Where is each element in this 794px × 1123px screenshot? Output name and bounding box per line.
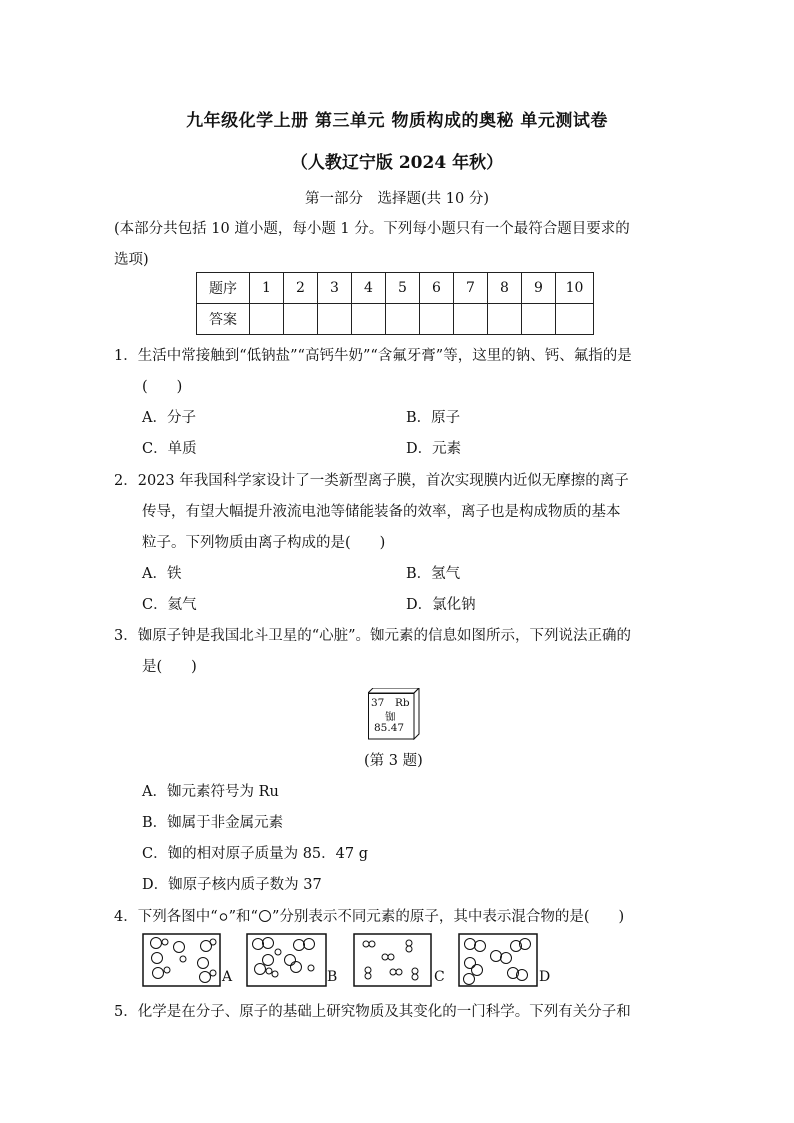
small-atom-icon [218, 912, 229, 922]
answer-cell[interactable] [420, 304, 454, 335]
answer-cell[interactable] [522, 304, 556, 335]
table-row [197, 273, 594, 304]
periodic-table-cell [368, 688, 414, 734]
q4-stem-part-2: ”和“ [228, 909, 258, 925]
q2-option-c: C．氦气 [142, 597, 197, 613]
element-name: 铷 [385, 711, 396, 723]
question-number: 10 [556, 273, 594, 304]
answer-cell[interactable] [250, 304, 284, 335]
atomic-number: 37 [371, 697, 385, 709]
q4-diagram-b [246, 933, 338, 989]
document-title: 九年级化学上册 第三单元 物质构成的奥秘 单元测试卷 [186, 111, 608, 131]
instructions-line-1: (本部分共包括 10 道小题，每小题 1 分。下列每小题只有一个最符合题目要求的 [114, 221, 630, 237]
question-number: 7 [454, 273, 488, 304]
q4-label-d: D [539, 969, 551, 985]
atomic-mass: 85.47 [374, 722, 405, 734]
answer-cell[interactable] [386, 304, 420, 335]
question-number: 1 [250, 273, 284, 304]
q3-stem-line-1: 3．铷原子钟是我国北斗卫星的“心脏”。铷元素的信息如图所示，下列说法正确的 [114, 628, 632, 644]
answer-table [196, 272, 594, 335]
q4-label-c: C [434, 969, 445, 985]
q1-option-d: D．元素 [406, 441, 462, 457]
question-number: 5 [386, 273, 420, 304]
q3-option-b: B．铷属于非金属元素 [142, 815, 284, 831]
q2-option-b: B．氢气 [406, 566, 461, 582]
question-number: 2 [284, 273, 318, 304]
answer-cell[interactable] [454, 304, 488, 335]
q2-option-d: D．氯化钠 [406, 597, 476, 613]
answer-cell[interactable] [284, 304, 318, 335]
large-atom-icon [258, 909, 272, 923]
table-row-label: 题序 [197, 273, 250, 304]
answer-cell[interactable] [488, 304, 522, 335]
q2-stem-line-1: 2．2023 年我国科学家设计了一类新型离子膜，首次实现膜内近似无摩擦的离子 [114, 473, 629, 489]
table-row [197, 304, 594, 335]
q3-option-c: C．铷的相对原子质量为 85．47 g [142, 846, 368, 862]
q4-diagram-c [353, 933, 445, 989]
q2-option-a: A．铁 [142, 566, 182, 582]
question-number: 6 [420, 273, 454, 304]
q1-stem-line-2: ( ) [142, 379, 183, 395]
q4-label-a: A [222, 969, 233, 985]
q4-label-b: B [327, 969, 338, 985]
question-number: 9 [522, 273, 556, 304]
answer-cell[interactable] [556, 304, 594, 335]
question-number: 3 [318, 273, 352, 304]
answer-cell[interactable] [352, 304, 386, 335]
q2-stem-line-2: 传导，有望大幅提升液流电池等储能装备的效率，离子也是构成物质的基本 [142, 504, 621, 520]
q1-option-b: B．原子 [406, 410, 461, 426]
q4-diagram-a [142, 933, 234, 989]
q3-stem-line-2: 是( ) [142, 659, 197, 675]
element-symbol: Rb [395, 697, 410, 709]
q4-stem-part-1: 4．下列各图中“ [114, 909, 218, 925]
instructions-line-2: 选项) [114, 252, 149, 268]
q3-option-a: A．铷元素符号为 Ru [142, 784, 279, 800]
q2-stem-line-3: 粒子。下列物质由离子构成的是( ) [142, 535, 386, 551]
table-row-label: 答案 [197, 304, 250, 335]
q4-stem-line-1 [114, 905, 624, 926]
q5-stem-line-1: 5．化学是在分子、原子的基础上研究物质及其变化的一门科学。下列有关分子和 [114, 1004, 631, 1020]
document-subtitle: （人教辽宁版 2024 年秋） [290, 153, 504, 173]
q3-figure-caption: (第 3 题) [364, 753, 423, 769]
q1-option-c: C．单质 [142, 441, 197, 457]
q4-stem-part-3: ”分别表示不同元素的原子，其中表示混合物的是( ) [271, 909, 625, 925]
question-number: 4 [352, 273, 386, 304]
section-heading: 第一部分 选择题(共 10 分) [305, 191, 489, 207]
q1-option-a: A．分子 [142, 410, 196, 426]
question-number: 8 [488, 273, 522, 304]
q3-option-d: D．铷原子核内质子数为 37 [142, 877, 322, 893]
q1-stem-line-1: 1．生活中常接触到“低钠盐”“高钙牛奶”“含氟牙膏”等，这里的钠、钙、氟指的是 [114, 348, 632, 364]
answer-cell[interactable] [318, 304, 352, 335]
q4-diagram-d [458, 933, 550, 989]
